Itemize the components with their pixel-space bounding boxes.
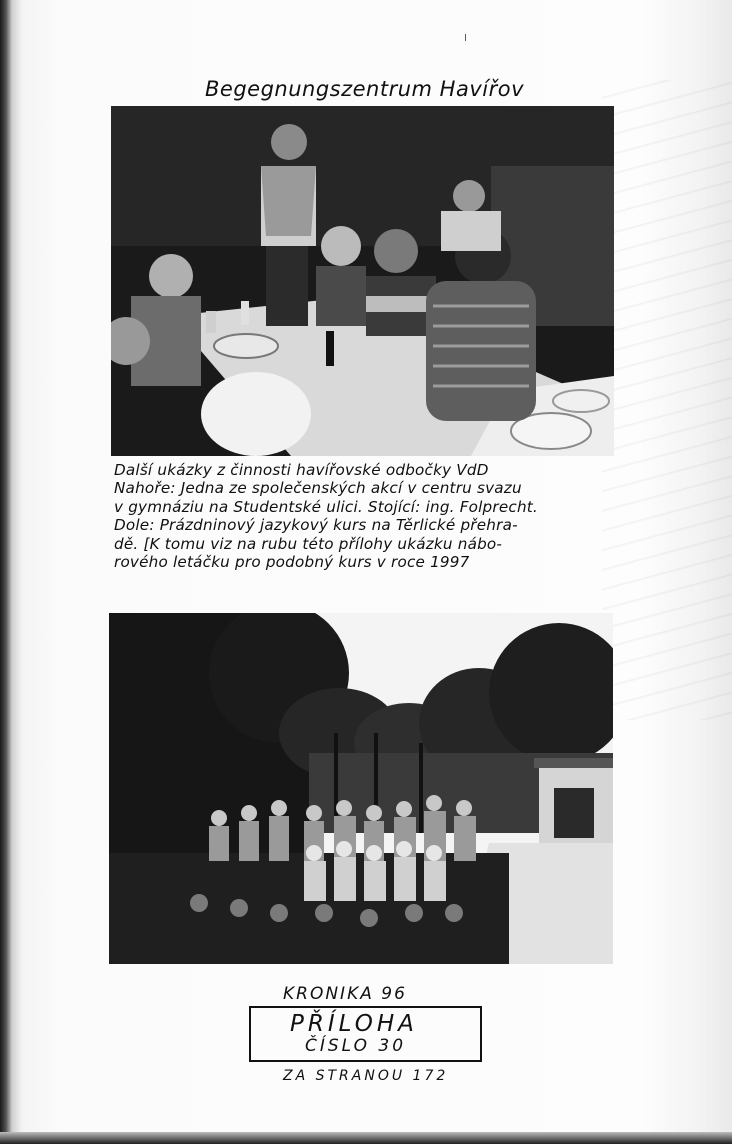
photo-caption xyxy=(114,461,626,571)
appendix-number: ČÍSLO 30 xyxy=(305,1036,407,1056)
caption-line: rového letáčku pro podobný kurs v roce 1997 xyxy=(114,553,470,572)
kronika-label: KRONIKA 96 xyxy=(283,984,407,1004)
top-photo xyxy=(111,106,614,456)
show-through-texture xyxy=(602,80,732,720)
page-bottom-edge xyxy=(0,1132,732,1144)
caption-line: Nahoře: Jedna ze společenských akcí v centru svazu xyxy=(114,479,522,498)
bottom-photo-image xyxy=(109,613,613,964)
appendix-title: PŘÍLOHA xyxy=(290,1011,418,1037)
page-mark: I xyxy=(464,33,467,44)
caption-line: dě. [K tomu viz na rubu této přílohy ukázku nábo- xyxy=(114,534,503,553)
caption-line: Dole: Prázdninový jazykový kurs na Těrlické přehra- xyxy=(114,516,518,535)
top-photo-image xyxy=(111,106,614,456)
caption-line: v gymnáziu na Studentské ulici. Stojící: ing. Folprecht. xyxy=(114,497,538,516)
page-title: Begegnungszentrum Havířov xyxy=(205,77,524,101)
bottom-photo xyxy=(109,613,613,964)
page-reference: ZA STRANOU 172 xyxy=(283,1068,449,1084)
caption-line: Další ukázky z činnosti havířovské odbočky VdD xyxy=(114,461,489,479)
